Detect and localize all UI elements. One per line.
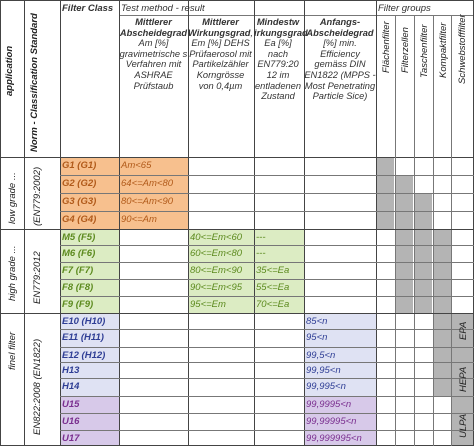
grid-line <box>433 15 434 446</box>
col-ea-header: Mindestw irkungsgrad Ea [%] nach EN779:20 12 im entladenen Zustand <box>254 17 308 102</box>
grid-line <box>24 0 25 446</box>
row-cls: G2 (G2) <box>62 178 97 189</box>
grid-line <box>0 313 474 314</box>
application-low-grade: low grade ... <box>7 172 18 224</box>
application-header: application <box>4 45 15 96</box>
row-init: 99,995<n <box>306 381 346 392</box>
grid-line <box>395 15 396 446</box>
group-taschenfilter: Taschenfilter <box>419 24 430 78</box>
row-cls: F9 (F9) <box>62 299 94 310</box>
filter-class-header: Filter Class <box>62 3 114 14</box>
grid-line <box>119 15 376 16</box>
grid-line <box>60 175 474 176</box>
row-cls: G4 (G4) <box>62 214 97 225</box>
row-em: 90<=Em<95 <box>190 282 243 293</box>
grid-line <box>0 229 474 230</box>
group-kompaktfilter: Kompaktfilter <box>438 22 449 78</box>
grid-line <box>376 0 377 446</box>
row-ea: 55<=Ea <box>256 282 290 293</box>
side-label-epa: EPA <box>458 321 469 340</box>
grid-line <box>60 296 474 297</box>
row-init: 99,95<n <box>306 365 341 376</box>
grid-line <box>60 362 474 363</box>
grid-line <box>0 0 1 446</box>
grid-line <box>451 347 473 348</box>
side-label-ulpa: ULPA <box>458 413 469 438</box>
grid-line <box>60 347 474 348</box>
grid-line <box>60 262 474 263</box>
row-ea: --- <box>256 248 266 259</box>
row-init: 99,99995<n <box>306 416 357 427</box>
grid-line <box>0 157 474 158</box>
group-schwebstofffilter: Schwebstofffilter <box>457 14 468 84</box>
row-am: Am<65 <box>121 160 152 171</box>
col-init-header: Anfangs-Abscheidegrad [%] min. Efficiency gemäss DIN EN1822 (MPPS - Most Penetrating Particle Sice) <box>304 17 376 102</box>
grid-line <box>60 396 474 397</box>
row-cls: G1 (G1) <box>62 160 97 171</box>
grid-line <box>60 378 474 379</box>
grid-line <box>60 193 474 194</box>
norm-en779-2012: EN779:2012 <box>32 251 43 304</box>
group-flaechenfilter: Flächenfilter <box>381 21 392 73</box>
row-cls: M6 (F6) <box>62 248 96 259</box>
row-cls: M5 (F5) <box>62 232 96 243</box>
grid-line <box>60 430 474 431</box>
grid-line <box>60 329 474 330</box>
row-init: 99,999995<n <box>306 433 362 444</box>
grid-line <box>60 413 474 414</box>
col-am-header: Mittlerer Abscheidegrad Am [%] gravimetrische s Verfahren mit ASHRAE Prüfstaub <box>119 17 188 91</box>
row-am: 90<=Am <box>121 214 157 225</box>
row-cls: F8 (F8) <box>62 282 94 293</box>
norm-header: Norm - Classification Standard <box>29 13 40 152</box>
row-cls: E10 (H10) <box>62 316 106 327</box>
row-cls: E12 (H12) <box>62 350 106 361</box>
row-ea: --- <box>256 232 266 243</box>
col-em-header: Mittlerer Wirkungsgrad, Em [%] DEHS Prüfaerosol mit Partikelzähler Korngrösse von 0,4µm <box>188 17 254 91</box>
row-ea: 70<=Ea <box>256 299 290 310</box>
grid-line <box>451 15 452 446</box>
row-cls: U17 <box>62 433 80 444</box>
row-cls: H13 <box>62 365 80 376</box>
norm-en822-2008: EN822:2008 (EN1822) <box>32 338 43 435</box>
application-fine-filter: finel filter <box>7 331 18 370</box>
row-em: 80<=Em<90 <box>190 265 243 276</box>
row-em: 60<=Em<80 <box>190 248 243 259</box>
grid-line <box>60 279 474 280</box>
row-am: 64<=Am<80 <box>121 178 174 189</box>
filter-group-applicable-cell <box>396 175 413 313</box>
row-cls: G3 (G3) <box>62 196 97 207</box>
row-cls: U16 <box>62 416 80 427</box>
row-init: 99,9995<n <box>306 399 352 410</box>
row-em: 40<=Em<60 <box>190 232 243 243</box>
grid-line <box>451 396 473 397</box>
grid-line <box>60 245 474 246</box>
norm-en779-2002: (EN779:2002) <box>32 166 43 226</box>
filter-groups-header: Filter groups <box>378 3 431 14</box>
row-ea: 35<=Ea <box>256 265 290 276</box>
row-cls: U15 <box>62 399 80 410</box>
row-init: 85<n <box>306 316 328 327</box>
side-label-hepa: HEPA <box>458 366 469 392</box>
application-high-grade: high grade ... <box>7 245 18 301</box>
row-em: 95<=Em <box>190 299 226 310</box>
grid-line <box>60 211 474 212</box>
row-init: 99,5<n <box>306 350 336 361</box>
row-am: 80<=Am<90 <box>121 196 174 207</box>
grid-line <box>0 0 474 1</box>
grid-line <box>60 0 61 446</box>
row-cls: E11 (H11) <box>62 332 104 343</box>
group-filterzellen: Filterzellen <box>400 27 411 73</box>
row-cls: H14 <box>62 381 80 392</box>
row-cls: F7 (F7) <box>62 265 94 276</box>
row-init: 95<n <box>306 332 328 343</box>
test-method-header: Test method - result <box>121 3 205 14</box>
grid-line <box>414 15 415 446</box>
